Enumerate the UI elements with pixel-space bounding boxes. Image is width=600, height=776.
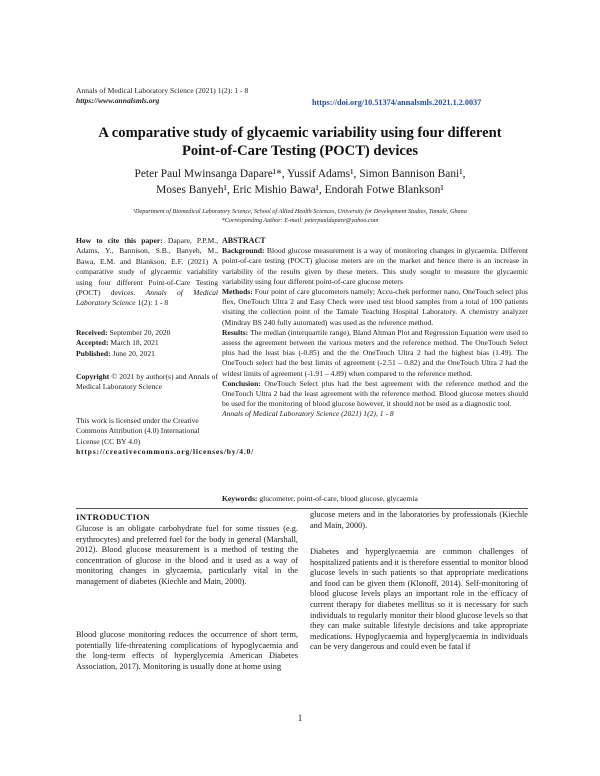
accepted-label: Accepted: (76, 338, 109, 348)
journal-reference: Annals of Medical Laboratory Science (2021) 1(2): 1 - 8 (76, 86, 249, 95)
license-text: This work is licensed under the Creative Commons Attribution (4.0) International License (CC BY 4.0) (76, 416, 200, 446)
published-label: Published: (76, 348, 111, 358)
license-link[interactable]: https://creativecommons.org/licenses/by/4.0/ (76, 447, 255, 457)
cite-label: How to cite this paper: (76, 236, 163, 245)
results-label: Results: (222, 327, 249, 337)
correspondence: *Corresponding Author: E-mail: peterpauldapare@yahoo.com (221, 216, 379, 224)
abstract-heading: ABSTRACT (222, 236, 266, 245)
journal-website-link[interactable]: https://www.annalsmls.org (76, 96, 160, 105)
cite-volume: 1(2): 1 - 8 (137, 298, 169, 308)
running-header (76, 86, 248, 106)
author-list (60, 166, 540, 198)
title-line-2: Point-of-Care Testing (POCT) devices (181, 143, 419, 159)
methods-label: Methods: (222, 287, 253, 297)
copyright-label: Copyright (76, 372, 110, 381)
abstract-results (222, 328, 528, 379)
keywords-text: glucometer, point-of-care, blood glucose, glycaemia (259, 494, 418, 503)
intro-paragraph-1: Glucose is an obligate carbohydrate fuel for some tissues (e.g. erythrocytes) and preferred fuel for the body in general (Marshall, 2012). Blood glucose measurement is a method of testing the concentration of glucose in the blood and it used as a way of monitoring changes in glycaemia, particularly vital in the management of diabetes (Kiechle and Main, 2000). (76, 524, 298, 586)
published-date: June 20, 2021 (112, 348, 155, 358)
citation-info (76, 236, 218, 309)
intro-right-paragraph-1: glucose meters and in the laboratories by professionals (Kiechle and Main, 2000). (310, 510, 528, 530)
abstract-citation: Annals of Medical Laboratory Science (2021) 1(2), 1 - 8 (222, 409, 394, 419)
background-text: Blood glucose measurement is a way of monitoring changes in glycaemia. Different point-of-care testing (POCT) glucose meters are on the market and hence there is an increase in variability of the results given by these meters. This study sought to measure the glycaemic variability using four different point-of-care glucose meters (222, 246, 528, 286)
authors-line-1: Peter Paul Mwinsanga Dapare¹*, Yussif Adams¹, Simon Bannison Bani¹, (134, 168, 466, 180)
abstract-conclusion (222, 379, 528, 410)
copyright-text: © 2021 by author(s) and Annals of Medical Laboratory Science (76, 372, 218, 392)
keywords-label: Keywords: (222, 494, 258, 503)
paper-title (60, 124, 540, 160)
affiliation: ¹Department of Biomedical Laboratory Science, School of Allied Health Sciences, University for Development Studies, Tamale, Ghana (133, 208, 467, 215)
dates-block (76, 328, 218, 359)
copyright-block (76, 372, 218, 393)
license-block (76, 416, 255, 458)
results-text: The median (interquartile range), Bland Altman Plot and Regression Equation were used to assess the agreement between the various meters and the reference method. The OneTouch Select plus had the least bias (-0.85) and the the OneTouch Ultra 2 had the highest bias (1.49). The OneTouch select had the best limits of agreement (-2.51 – 0.82) and the OneTouch Ultra 2 had the widest limits of agreement (-1.91 – 4.89) when compared to the reference method. (222, 327, 528, 378)
background-label: Background: (222, 246, 265, 256)
abstract-background (222, 246, 528, 287)
received-label: Received: (76, 328, 108, 337)
conclusion-label: Conclusion: (222, 378, 261, 388)
intro-paragraph-2: Blood glucose monitoring reduces the occurrence of short term, potentially life-threatening complications of hypoglycaemia and the long-term effects of hyperglycemia American Diabetes Association, 2017). Monitoring is usually done at home using (76, 630, 298, 671)
doi-link[interactable]: https://doi.org/10.51374/annalsmls.2021.1.2.0037 (312, 98, 482, 107)
authors-line-2: Moses Banyeh¹, Eric Mishio Bawa¹, Endorah Fotwe Blankson¹ (156, 184, 444, 196)
keywords (222, 494, 528, 503)
cite-journal: Annals of Medical Laboratory Science (76, 288, 218, 308)
methods-text: Four point of care glucometers namely; Accu-chek performer nano, OneTouch select plus flex, OneTouch Ultra 2 and Easy Check were used test blood samples from a total of 100 patients visiting the collection point of the Tamale Teaching Hospital Laboratory. A chemistry analyzer (Mindray BS 240 fully automated) was used as the reference method. (222, 287, 528, 327)
abstract (222, 236, 528, 420)
title-line-1: A comparative study of glycaemic variability using four different (98, 125, 502, 141)
cite-text: Dapare, P.P.M., Adams, Y., Bannison, S.B., Banyeh, M., Bawa, E.M. and Blankson, E.F. (2021) A comparative study of glycaemic variability using four different Point-of-Care Testing (POCT) devices. (76, 236, 218, 298)
accepted-date: March 18, 2021 (110, 338, 159, 348)
abstract-methods (222, 287, 528, 328)
conclusion-text: OneTouch Select plus had the best agreement with the reference method and the OneTouch Ultra 2 had the least agreement with the reference method. Blood glucose meters should be used for the monitoring of blood glucose however, it should not be used as a diagnostic tool. (222, 378, 528, 409)
introduction-heading: INTRODUCTION (76, 512, 150, 522)
affiliation-block (60, 208, 540, 225)
section-divider (76, 508, 528, 509)
page-number: 1 (297, 713, 303, 723)
received-date: September 20, 2020 (109, 328, 171, 337)
intro-right-paragraph-2: Diabetes and hyperglycaemia are common challenges of hospitalized patients and it is therefore essential to monitor blood glucose levels in such patients so that appropriate medications and food can be given them (Klonoff, 2014). Self-monitoring of blood glucose levels plays an important role in the efficacy of current therapy for diabetes mellitus so it is necessary for such individuals to regularly monitor their blood glucose levels so that they can make suitable lifestyle decisions and take appropriate medications. Hypoglycaemia and hyperglycaemia in individuals can be very dangerous and could even be fatal if (310, 547, 528, 652)
